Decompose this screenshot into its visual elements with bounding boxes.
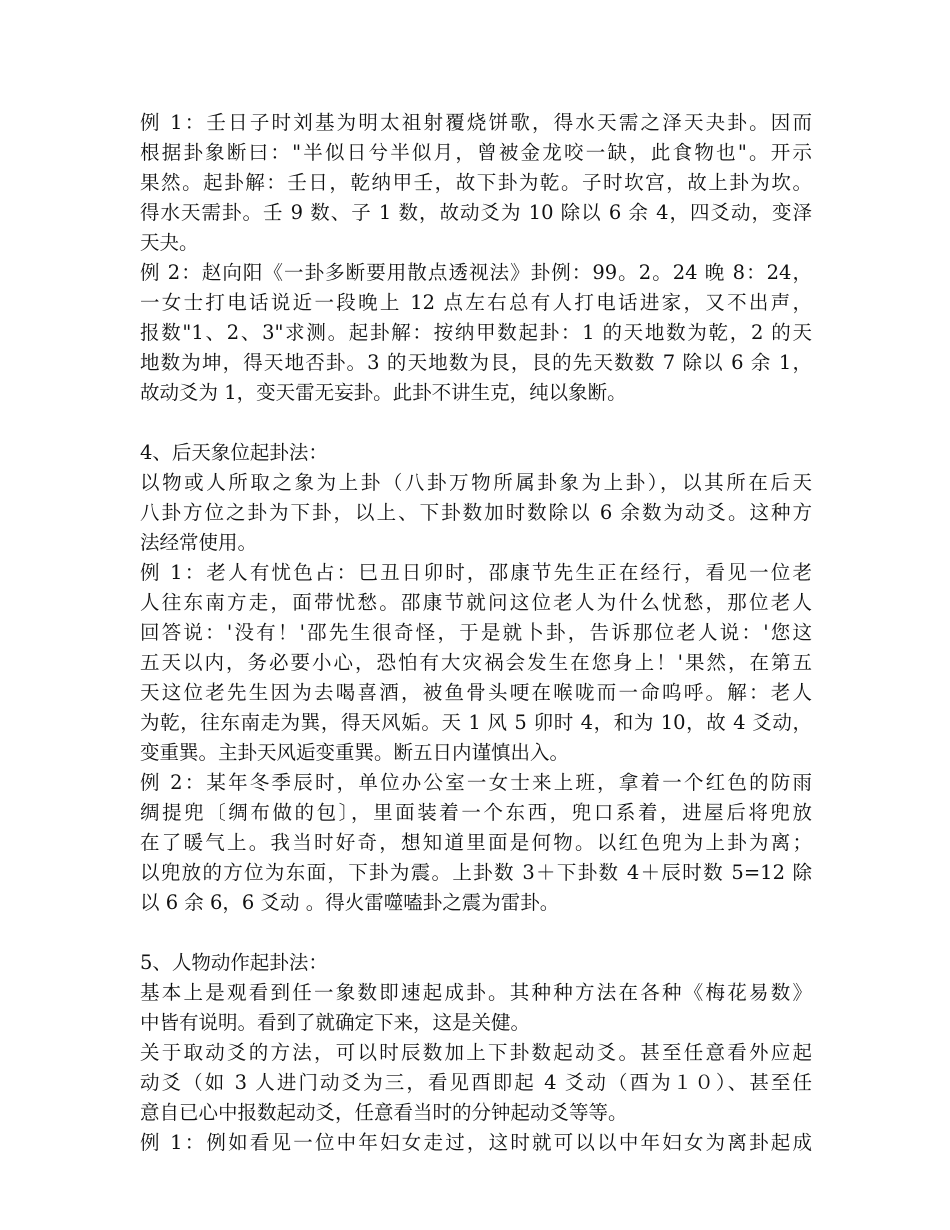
- text-line: 例 1：例如看见一位中年妇女走过，这时就可以以中年妇女为离卦起成: [140, 1131, 812, 1154]
- text-line: 果然。起卦解：壬日，乾纳甲壬，故下卦为乾。子时坎宫，故上卦为坎。: [140, 171, 812, 194]
- text-line: 关于取动爻的方法，可以时辰数加上下卦数起动爻。甚至任意看外应起: [140, 1041, 812, 1064]
- text-line: 法经常使用。: [140, 531, 258, 554]
- text-line: 报数"1、2、3"求测。起卦解：按纳甲数起卦：1 的天地数为乾，2 的天: [140, 321, 812, 344]
- text-line: 根据卦象断曰："半似日兮半似月，曾被金龙咬一缺，此食物也"。开示: [140, 141, 812, 164]
- text-line: 天这位老先生因为去喝喜酒，被鱼骨头哽在喉咙而一命呜呼。解：老人: [140, 681, 812, 704]
- text-line: 为乾，往东南走为巽，得天风姤。天 1 风 5 卯时 4，和为 10，故 4 爻动，: [140, 711, 812, 734]
- text-line: 回答说：'没有！'邵先生很奇怪，于是就卜卦，告诉那位老人说：'您这: [140, 621, 812, 644]
- text-line: 故动爻为 1，变天雷无妄卦。此卦不讲生克，纯以象断。: [140, 381, 627, 404]
- text-line: 例 1：老人有忧色占：巳丑日卯时，邵康节先生正在经行，看见一位老: [140, 561, 812, 584]
- text-line: 动爻（如 3 人进门动爻为三，看见酉即起 4 爻动（酉为１０）、甚至任: [140, 1071, 812, 1094]
- document-page: [140, 108, 812, 1158]
- text-line: 八卦方位之卦为下卦，以上、下卦数加时数除以 6 余数为动爻。这种方: [140, 501, 812, 524]
- text-line: 天夬。: [140, 231, 199, 254]
- text-line: 地数为坤，得天地否卦。3 的天地数为艮，艮的先天数数 7 除以 6 余 1，: [140, 351, 812, 374]
- paragraph-gap: [140, 918, 812, 948]
- text-line: 例 2：某年冬季辰时，单位办公室一女士来上班，拿着一个红色的防雨: [140, 771, 812, 794]
- text-line: 中皆有说明。看到了就确定下来，这是关健。: [140, 1011, 531, 1034]
- text-line: 5、人物动作起卦法：: [140, 951, 328, 974]
- paragraph-gap: [140, 408, 812, 438]
- text-line: 以兜放的方位为东面，下卦为震。上卦数 3＋下卦数 4＋辰时数 5=12 除: [140, 861, 812, 884]
- text-line: 在了暖气上。我当时好奇，想知道里面是何物。以红色兜为上卦为离；: [140, 831, 812, 854]
- text-line: 4、后天象位起卦法：: [140, 441, 328, 464]
- text-line: 以物或人所取之象为上卦（八卦万物所属卦象为上卦），以其所在后天: [140, 471, 812, 494]
- text-line: 例 1：壬日子时刘基为明太祖射覆烧饼歌，得水天需之泽天夬卦。因而: [140, 111, 812, 134]
- text-line: 人往东南方走，面带忧愁。邵康节就问这位老人为什么忧愁，那位老人: [140, 591, 812, 614]
- text-line: 得水天需卦。壬 9 数、子 1 数，故动爻为 10 除以 6 余 4，四爻动，变泽: [140, 201, 812, 224]
- text-line: 变重巽。主卦天风逅变重巽。断五日内谨慎出入。: [140, 741, 570, 764]
- text-line: 基本上是观看到任一象数即速起成卦。其种种方法在各种《梅花易数》: [140, 981, 812, 1004]
- text-line: 一女士打电话说近一段晚上 12 点左右总有人打电话进家，又不出声，: [140, 291, 812, 314]
- text-line: 五天以内，务必要小心，恐怕有大灾祸会发生在您身上！'果然，在第五: [140, 651, 812, 674]
- text-line: 意自已心中报数起动爻，任意看当时的分钟起动爻等等。: [140, 1101, 628, 1124]
- text-line: 以 6 余 6，6 爻动 。得火雷噬嗑卦之震为雷卦。: [140, 891, 560, 914]
- text-line: 绸提兜〔绸布做的包〕，里面装着一个东西，兜口系着，进屋后将兜放: [140, 801, 812, 824]
- text-line: 例 2：赵向阳《一卦多断要用散点透视法》卦例：99。2。24 晚 8：24，: [140, 261, 812, 284]
